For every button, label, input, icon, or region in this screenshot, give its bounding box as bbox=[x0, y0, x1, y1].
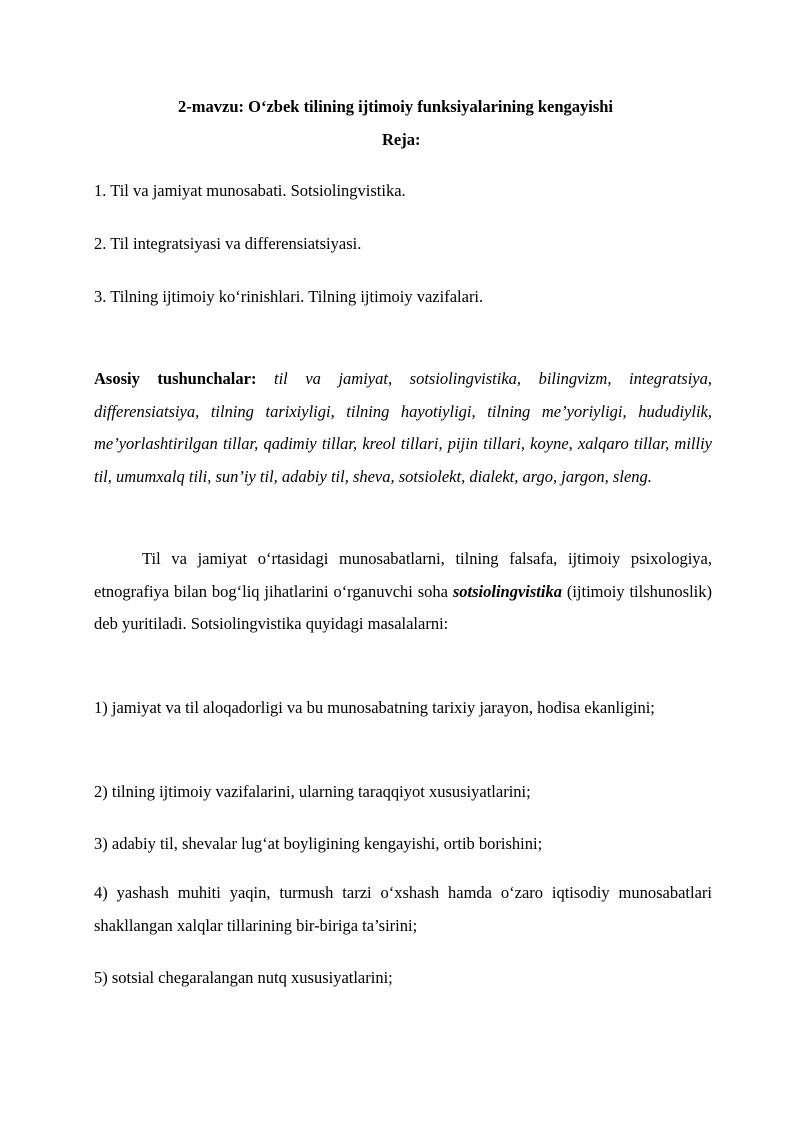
intro-term: sotsiolingvistika bbox=[452, 581, 562, 601]
key-concepts-label: Asosiy tushunchalar: bbox=[94, 369, 257, 388]
intro-paragraph bbox=[94, 543, 712, 641]
list-item-4: 4) yashash muhiti yaqin, turmush tarzi o‘xshash hamda o‘zaro iqtisodiy munosabatlari shakllangan xalqlar tillarining bir-biriga ta’sirini; bbox=[94, 883, 712, 935]
intro-text-after: (ijtimoiy tilshunoslik) deb yuritiladi. Sotsiolingvistika quyidagi masalalarni: bbox=[94, 581, 712, 634]
plan-heading: Reja: bbox=[382, 130, 421, 149]
list-item-3: 3) adabiy til, shevalar lug‘at boyligining kengayishi, ortib borishini; bbox=[94, 834, 543, 853]
page-title: 2-mavzu: O‘zbek tilining ijtimoiy funksiyalarining kengayishi bbox=[178, 97, 614, 116]
plan-item-2: 2. Til integratsiyasi va differensiatsiyasi. bbox=[94, 234, 362, 253]
list-item-2: 2) tilning ijtimoiy vazifalarini, ularning taraqqiyot xususiyatlarini; bbox=[94, 782, 531, 801]
plan-item-3: 3. Tilning ijtimoiy ko‘rinishlari. Tilning ijtimoiy vazifalari. bbox=[94, 287, 484, 306]
plan-item-1: 1. Til va jamiyat munosabati. Sotsiolingvistika. bbox=[94, 181, 406, 200]
list-item-1: 1) jamiyat va til aloqadorligi va bu munosabatning tarixiy jarayon, hodisa ekanligini; bbox=[94, 698, 655, 717]
intro-text-before: Til va jamiyat o‘rtasidagi munosabatlarni, tilning falsafa, ijtimoiy psixologiya, etnografiya bilan bog‘liq jihatlarini o‘rganuvchi soha bbox=[94, 549, 712, 601]
key-concepts-terms: til va jamiyat, sotsiolingvistika, bilingvizm, integratsiya, differensiatsiya, tilning tarixiyligi, tilning hayotiyligi, tilning me’yoriyligi, hududiylik, me’yorlashtirilgan tillar, qadimiy tillar, kreol tillari, pijin tillari, koyne, xalqaro tillar, milliy til, umumxalq tili, sun’iy til, adabiy til, sheva, sotsiolekt, dialekt, argo, jargon, sleng. bbox=[94, 369, 712, 486]
list-item-5: 5) sotsial chegaralangan nutq xususiyatlarini; bbox=[94, 968, 393, 987]
key-concepts-paragraph bbox=[94, 363, 712, 493]
